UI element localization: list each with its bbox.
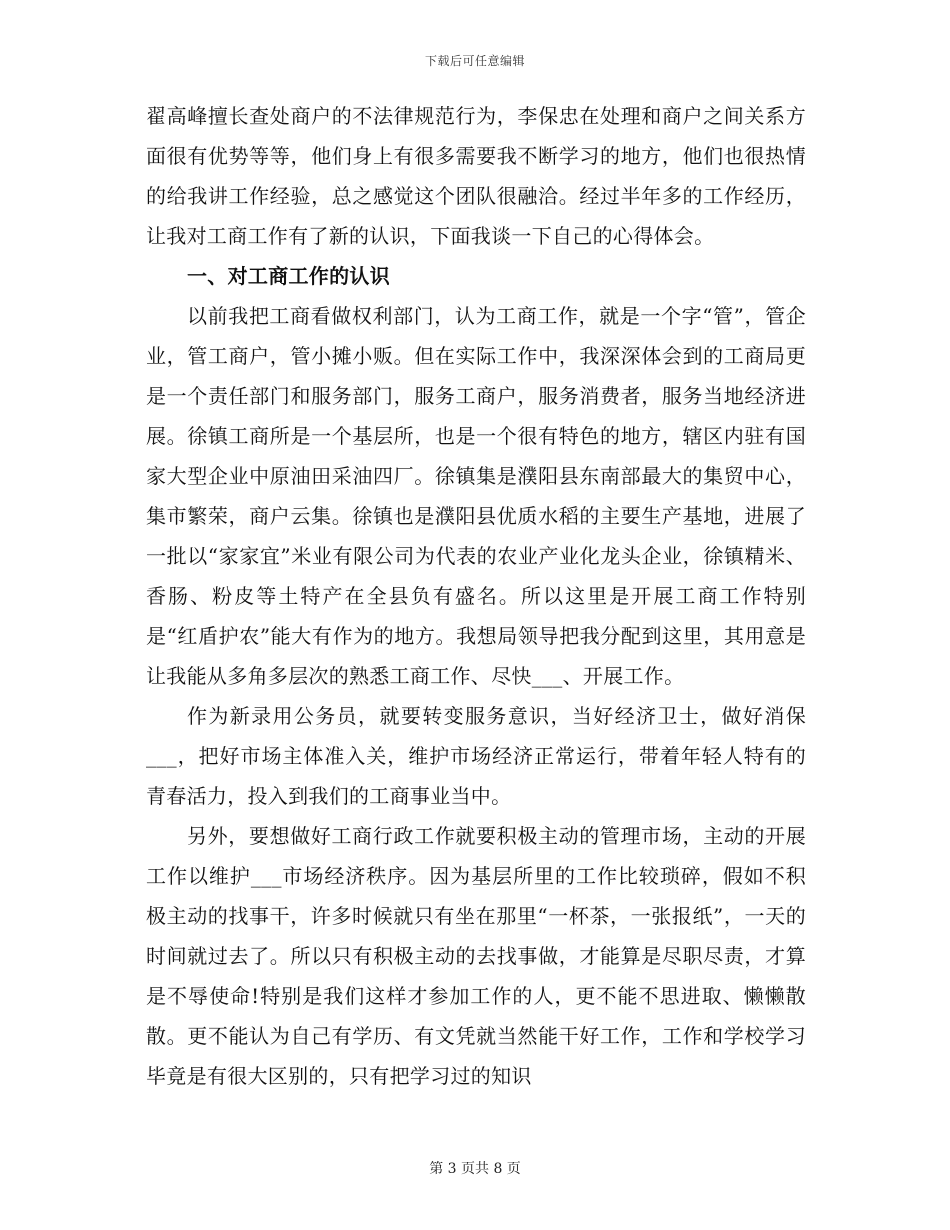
page-footer: 第 3 页共 8 页: [429, 1161, 521, 1177]
section-heading: 一、对工商工作的认识: [187, 264, 390, 288]
paragraph: 作为新录用公务员，就要转变服务意识，当好经济卫士，做好消保___，把好市场主体准入关，维护市场经济正常运行，带着年轻人特有的青春活力，投入到我们的工商事业当中。: [146, 704, 806, 808]
paragraph: 以前我把工商看做权利部门，认为工商工作，就是一个字“管”，管企业，管工商户，管小摊小贩。但在实际工作中，我深深体会到的工商局更是一个责任部门和服务部门，服务工商户，服务消费者，服务当地经济进展。徐镇工商所是一个基层所，也是一个很有特色的地方，辖区内驻有国家大型企业中原油田采油四厂。徐镇集是濮阳县东南部最大的集贸中心，集市繁荣，商户云集。徐镇也是濮阳县优质水稻的主要生产基地，进展了一批以“家家宜”米业有限公司为代表的农业产业化龙头企业，徐镇精米、香肠、粉皮等土特产在全县负有盛名。所以这里是开展工商工作特别是“红盾护农”能大有作为的地方。我想局领导把我分配到这里，其用意是让我能从多角多层次的熟悉工商工作、尽快___、开展工作。: [146, 304, 806, 688]
paragraph-continuation: 翟高峰擅长查处商户的不法律规范行为，李保忠在处理和商户之间关系方面很有优势等等，他们身上有很多需要我不断学习的地方，他们也很热情的给我讲工作经验，总之感觉这个团队很融洽。经过半年多的工作经历，让我对工商工作有了新的认识，下面我谈一下自己的心得体会。: [146, 104, 806, 248]
paragraph: 另外，要想做好工商行政工作就要积极主动的管理市场，主动的开展工作以维护___市场经济秩序。因为基层所里的工作比较琐碎，假如不积极主动的找事干，许多时候就只有坐在那里“一杯茶，一张报纸”，一天的时间就过去了。所以只有积极主动的去找事做，才能算是尽职尽责，才算是不辱使命!特别是我们这样才参加工作的人，更不能不思进取、懒懒散散。更不能认为自己有学历、有文凭就当然能干好工作，工作和学校学习毕竟是有很大区别的，只有把学习过的知识: [146, 824, 806, 1088]
page-header: 下载后可任意编辑: [424, 54, 525, 68]
document-body: [146, 96, 806, 1096]
